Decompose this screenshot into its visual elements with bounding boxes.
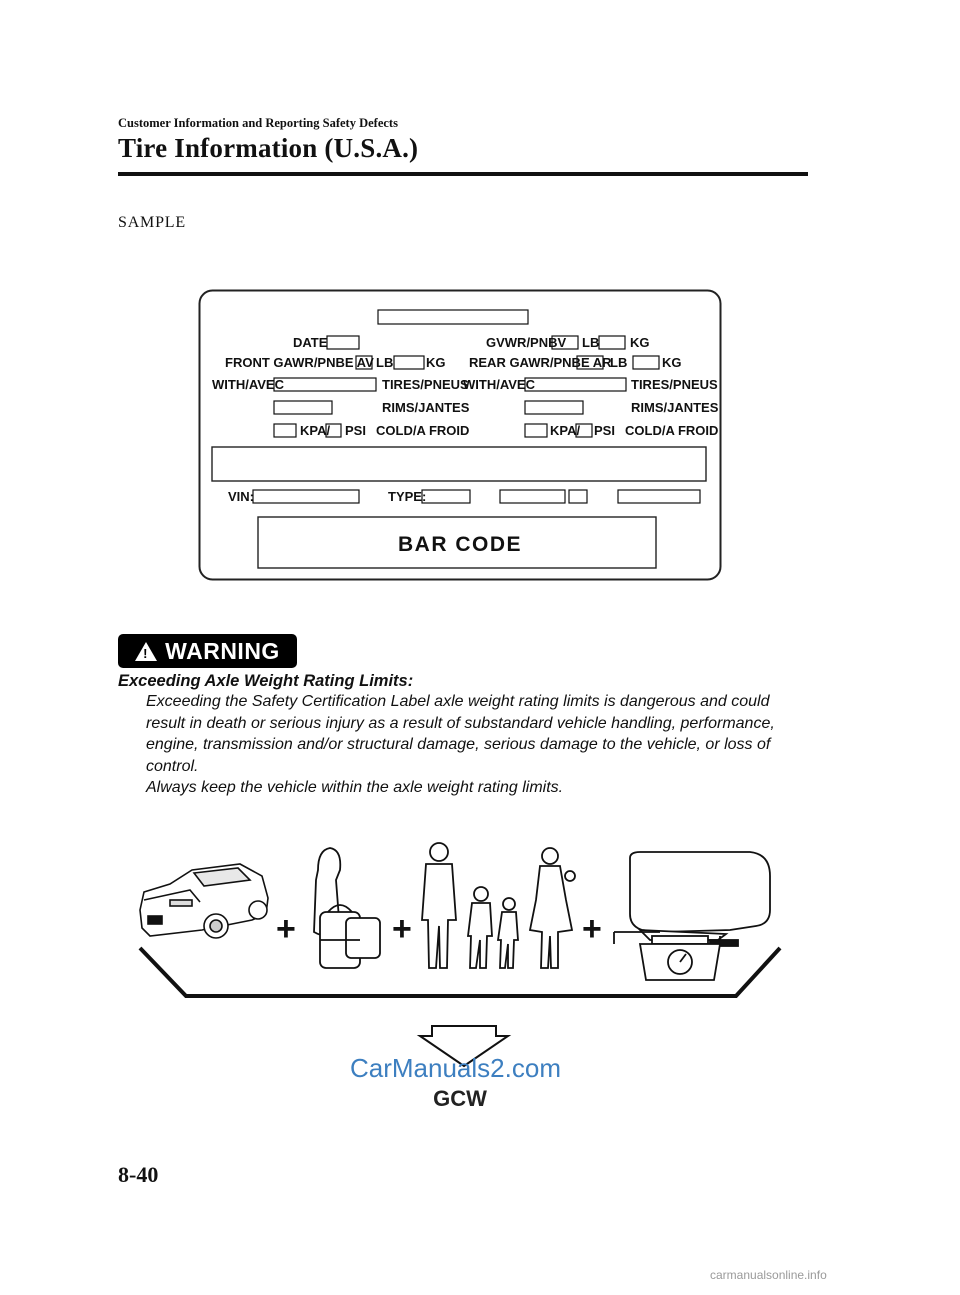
cold-label-front: COLD/A FROID — [376, 423, 470, 438]
plus-sign: + — [582, 910, 602, 948]
plus-sign: + — [392, 910, 412, 948]
date-label: DATE — [293, 335, 328, 350]
type-label: TYPE: — [388, 489, 427, 504]
kg-label: KG — [630, 335, 650, 350]
warning-icon: ! — [135, 642, 157, 661]
sample-label: SAMPLE — [118, 214, 186, 231]
warning-badge — [118, 634, 297, 668]
warning-paragraph: Always keep the vehicle within the axle weight rating limits. — [146, 779, 564, 796]
warning-paragraph: Exceeding the Safety Certification Label axle weight rating limits is dangerous and could result in death or serious injury as a result of substandard vehicle handling, performance, engine, transmission and/or structural damage, serious damage to the vehicle, or loss of control. — [146, 693, 775, 775]
gvwr-label: GVWR/PNBV — [486, 335, 567, 350]
lb-label: LB — [610, 355, 628, 370]
page-title: Tire Information (U.S.A.) — [118, 133, 419, 163]
lb-label: LB — [376, 355, 394, 370]
with-label-rear: WITH/AVEC — [463, 377, 535, 392]
front-gawr-label: FRONT GAWR/PNBE AV — [225, 355, 374, 370]
warning-heading: Exceeding Axle Weight Rating Limits: — [118, 672, 414, 690]
certification-label-sample — [198, 289, 722, 581]
watermark: CarManuals2.com — [350, 1053, 561, 1083]
trailer-icon — [614, 852, 770, 946]
vehicle-icon — [140, 864, 268, 938]
label-blank-band — [212, 447, 706, 481]
kpa-label-front: KPA/ — [300, 423, 331, 438]
warning-badge-text: WARNING — [165, 637, 280, 664]
gcw-label: GCW — [433, 1086, 487, 1111]
kg-label: KG — [662, 355, 682, 370]
gcw-illustration — [130, 840, 790, 1160]
rims-label-front: RIMS/JANTES — [382, 400, 470, 415]
rims-label-rear: RIMS/JANTES — [631, 400, 719, 415]
passengers-icon — [422, 843, 575, 968]
luggage-icon — [314, 848, 380, 968]
psi-label-front: PSI — [345, 423, 366, 438]
rear-gawr-label: REAR GAWR/PNBE AR — [469, 355, 612, 370]
tires-label-rear: TIRES/PNEUS — [631, 377, 718, 392]
kg-label: KG — [426, 355, 446, 370]
section-label: Customer Information and Reporting Safety Defects — [118, 116, 398, 130]
kpa-label-rear: KPA/ — [550, 423, 581, 438]
page-number: 8-40 — [118, 1162, 159, 1187]
with-label-front: WITH/AVEC — [212, 377, 284, 392]
barcode-label: BAR CODE — [397, 533, 523, 556]
vin-label: VIN: — [228, 489, 254, 504]
psi-label-rear: PSI — [594, 423, 615, 438]
warning-body — [146, 691, 812, 799]
lb-label: LB — [582, 335, 600, 350]
footer-site: carmanualsonline.info — [710, 1268, 827, 1282]
tires-label-front: TIRES/PNEUS — [382, 377, 469, 392]
scale-icon — [640, 936, 720, 980]
title-divider — [118, 172, 808, 176]
cold-label-rear: COLD/A FROID — [625, 423, 719, 438]
plus-sign: + — [276, 910, 296, 948]
